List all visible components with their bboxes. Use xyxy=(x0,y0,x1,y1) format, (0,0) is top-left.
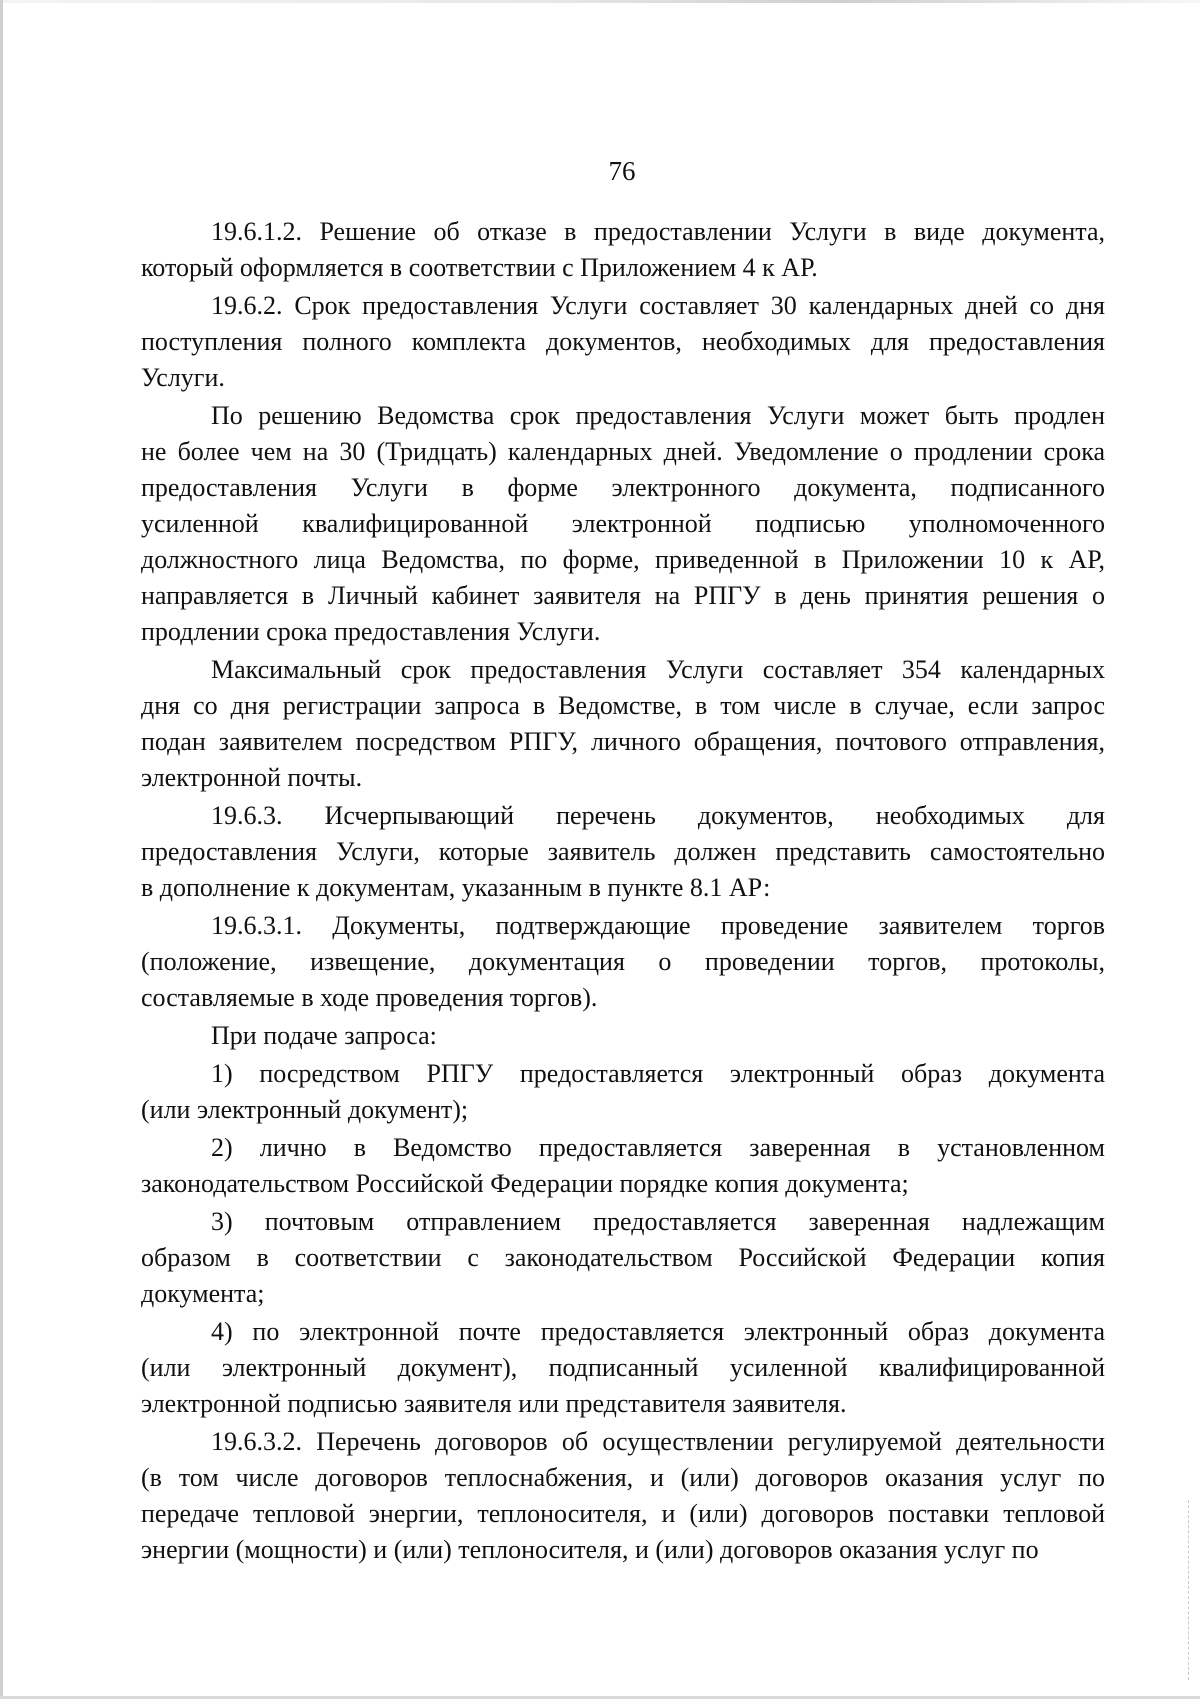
text-line: предоставления Услуги в форме электронного документа, подписанного xyxy=(141,473,1105,502)
text-line: электронной подписью заявителя или представителя заявителя. xyxy=(141,1389,847,1418)
text-line: Максимальный срок предоставления Услуги составляет 354 календарных xyxy=(211,655,1105,684)
text-line: 19.6.3. Исчерпывающий перечень документов, необходимых для xyxy=(211,801,1105,830)
text-line: 3) почтовым отправлением предоставляется заверенная надлежащим xyxy=(211,1207,1105,1236)
text-line: направляется в Личный кабинет заявителя на РПГУ в день принятия решения о xyxy=(141,581,1105,610)
paragraph xyxy=(141,1018,1105,1054)
paragraph xyxy=(141,1204,1105,1312)
text-line: составляемые в ходе проведения торгов). xyxy=(141,983,598,1012)
text-line: дня со дня регистрации запроса в Ведомстве, в том числе в случае, если запрос xyxy=(141,691,1105,720)
paragraph xyxy=(141,652,1105,796)
text-line: 2) лично в Ведомство предоставляется заверенная в установленном xyxy=(211,1133,1105,1162)
text-line: передаче тепловой энергии, теплоносителя, и (или) договоров поставки тепловой xyxy=(141,1499,1105,1528)
text-line: 19.6.3.2. Перечень договоров об осуществлении регулируемой деятельности xyxy=(211,1427,1105,1456)
text-line: подан заявителем посредством РПГУ, личного обращения, почтового отправления, xyxy=(141,727,1105,756)
document-body xyxy=(141,214,1105,1570)
text-line: предоставления Услуги, которые заявитель должен представить самостоятельно xyxy=(141,837,1105,866)
text-line: документа; xyxy=(141,1279,265,1308)
text-line: образом в соответствии с законодательством Российской Федерации копия xyxy=(141,1243,1105,1272)
paragraph xyxy=(141,1314,1105,1422)
text-line: продлении срока предоставления Услуги. xyxy=(141,617,601,646)
text-line: (в том числе договоров теплоснабжения, и (или) договоров оказания услуг по xyxy=(141,1463,1105,1492)
text-line: электронной почты. xyxy=(141,763,363,792)
scan-edge-top xyxy=(0,0,1200,3)
paragraph xyxy=(141,908,1105,1016)
text-line: не более чем на 30 (Тридцать) календарных дней. Уведомление о продлении срока xyxy=(141,437,1105,466)
paragraph xyxy=(141,1130,1105,1202)
text-line: (положение, извещение, документация о проведении торгов, протоколы, xyxy=(141,947,1105,976)
text-line: Услуги. xyxy=(141,363,225,392)
text-line: 19.6.3.1. Документы, подтверждающие проведение заявителем торгов xyxy=(211,911,1105,940)
text-line: 1) посредством РПГУ предоставляется электронный образ документа xyxy=(211,1059,1105,1088)
scan-edge-right xyxy=(1188,1500,1190,1680)
paragraph xyxy=(141,1056,1105,1128)
text-line: должностного лица Ведомства, по форме, приведенной в Приложении 10 к АР, xyxy=(141,545,1105,574)
page-number: 76 xyxy=(608,156,636,186)
text-line: поступления полного комплекта документов, необходимых для предоставления xyxy=(141,327,1105,356)
paragraph xyxy=(141,1424,1105,1568)
text-line: энергии (мощности) и (или) теплоносителя, и (или) договоров оказания услуг по xyxy=(141,1535,1039,1564)
text-line: 19.6.1.2. Решение об отказе в предоставлении Услуги в виде документа, xyxy=(211,217,1105,246)
text-line: 4) по электронной почте предоставляется электронный образ документа xyxy=(211,1317,1105,1346)
text-line: 19.6.2. Срок предоставления Услуги составляет 30 календарных дней со дня xyxy=(211,291,1105,320)
text-line: который оформляется в соответствии с Приложением 4 к АР. xyxy=(141,253,818,282)
text-line: в дополнение к документам, указанным в пункте 8.1 АР: xyxy=(141,873,771,902)
paragraph xyxy=(141,214,1105,286)
text-line: При подаче запроса: xyxy=(211,1021,437,1050)
text-line: усиленной квалифицированной электронной подписью уполномоченного xyxy=(141,509,1105,538)
text-line: (или электронный документ), подписанный усиленной квалифицированной xyxy=(141,1353,1105,1382)
text-line: По решению Ведомства срок предоставления Услуги может быть продлен xyxy=(211,401,1105,430)
scan-edge-left xyxy=(0,0,3,1699)
text-line: (или электронный документ); xyxy=(141,1095,469,1124)
paragraph xyxy=(141,288,1105,396)
paragraph xyxy=(141,798,1105,906)
text-line: законодательством Российской Федерации порядке копия документа; xyxy=(141,1169,909,1198)
paragraph xyxy=(141,398,1105,650)
